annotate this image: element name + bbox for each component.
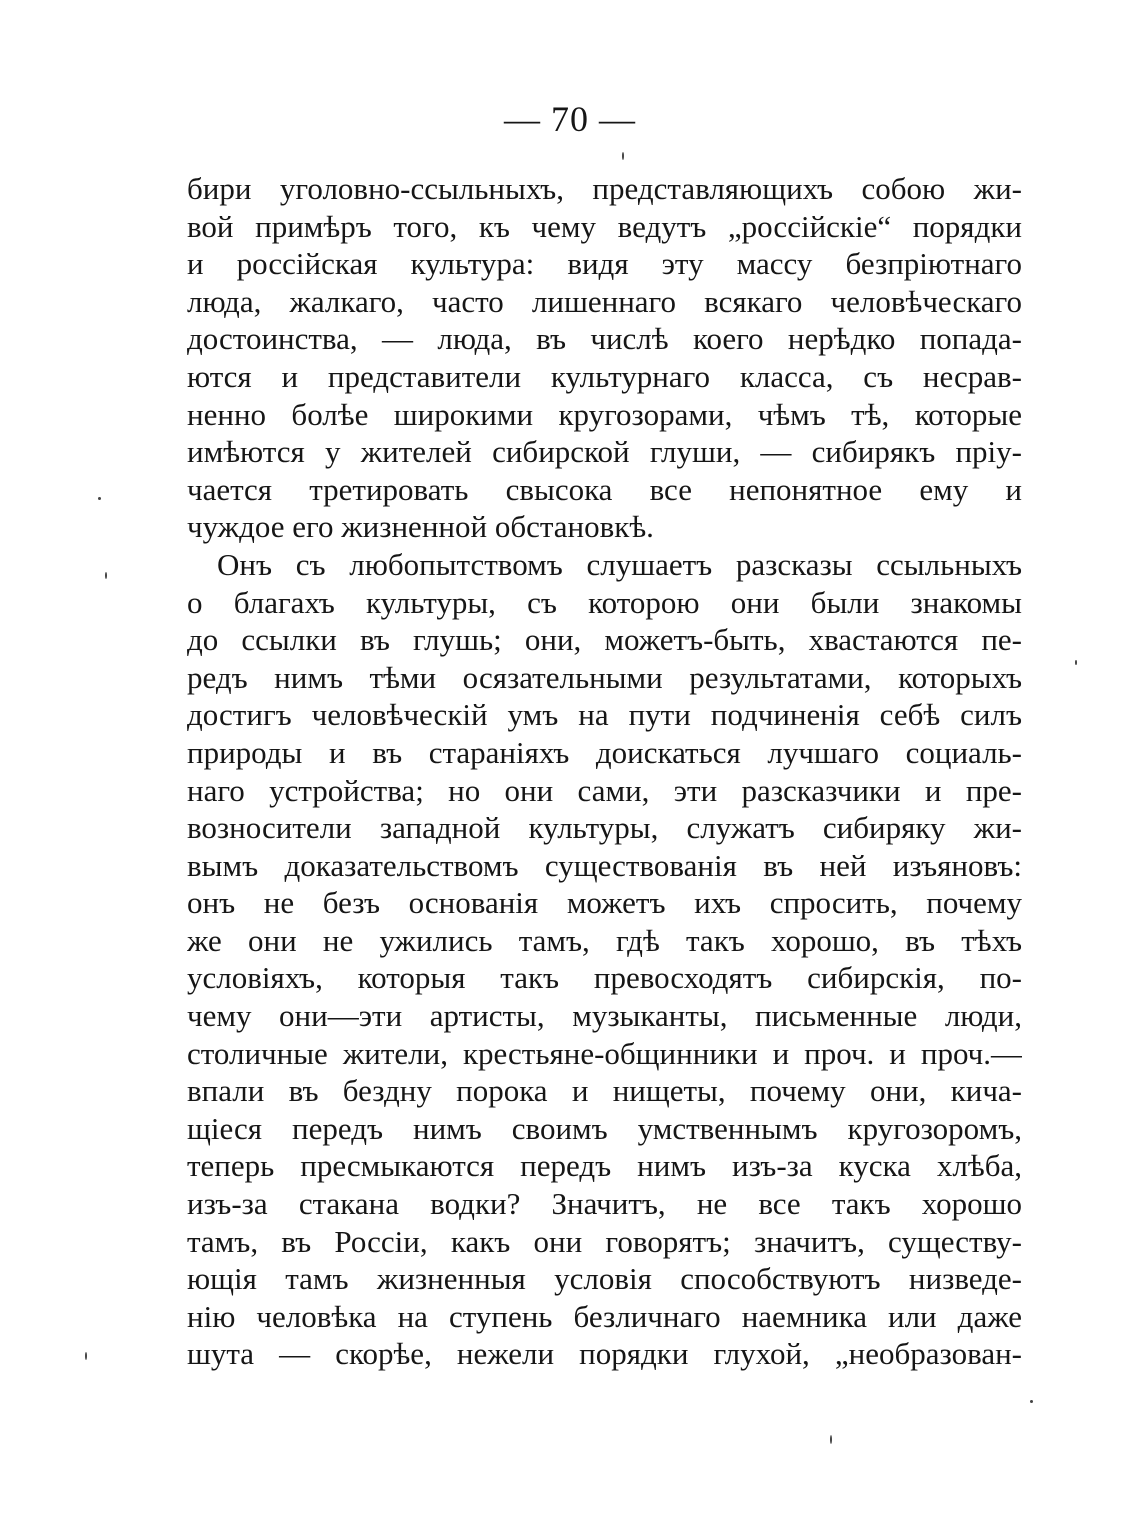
text-line: и россійская культура: видя эту массу безпріютнаго — [187, 246, 1022, 282]
scan-speck — [1030, 1400, 1033, 1403]
text-line: тамъ, въ Россіи, какъ они говорятъ; значитъ, существу- — [187, 1223, 1022, 1259]
text-line: вой примѣръ того, къ чему ведутъ „россійскіе“ порядки — [187, 208, 1022, 244]
text-line: Онъ съ любопытствомъ слушаетъ разсказы ссыльныхъ — [217, 546, 1022, 582]
scan-speck — [85, 1352, 87, 1360]
text-line: редъ нимъ тѣми осязательными результатами, которыхъ — [187, 659, 1022, 695]
scan-speck — [98, 497, 101, 500]
text-line: до ссылки въ глушь; они, можетъ-быть, хвастаются пе- — [187, 622, 1022, 658]
paragraph-1 — [187, 170, 1022, 546]
scan-speck — [105, 572, 107, 579]
text-line: вымъ доказательствомъ существованія въ ней изъяновъ: — [187, 847, 1022, 883]
text-line: ются и представители культурнаго класса, съ несрав- — [187, 358, 1022, 394]
body-text — [187, 170, 1022, 1373]
text-line: изъ-за стакана водки? Значитъ, не все такъ хорошо — [187, 1186, 1022, 1222]
text-line: о благахъ культуры, съ которою они были знакомы — [187, 584, 1022, 620]
text-line: имѣются у жителей сибирской глуши, — сибирякъ пріу- — [187, 434, 1022, 470]
page-number: — 70 — — [504, 99, 636, 139]
text-line: ненно болѣе широкими кругозорами, чѣмъ тѣ, которые — [187, 396, 1022, 432]
text-line: впали въ бездну порока и нищеты, почему они, кича- — [187, 1073, 1022, 1109]
scan-speck — [1075, 660, 1077, 665]
text-line: условіяхъ, которыя такъ превосходятъ сибирскія, по- — [187, 960, 1022, 996]
text-line: природы и въ стараніяхъ доискаться лучшаго социаль- — [187, 734, 1022, 770]
paragraph-2 — [187, 546, 1022, 1373]
text-line: шута — скорѣе, нежели порядки глухой, „необразован- — [187, 1336, 1022, 1372]
text-line: наго устройства; но они сами, эти разсказчики и пре- — [187, 772, 1022, 808]
text-line: теперь пресмыкаются передъ нимъ изъ-за куска хлѣба, — [187, 1148, 1022, 1184]
text-line: чается третировать свысока все непонятное ему и — [187, 471, 1022, 507]
text-line: чуждое его жизненной обстановкѣ. — [187, 509, 654, 545]
scan-speck — [622, 152, 624, 160]
text-line: щіеся передъ нимъ своимъ умственнымъ кругозоромъ, — [187, 1110, 1022, 1146]
text-line: возносители западной культуры, служатъ сибиряку жи- — [187, 810, 1022, 846]
text-line: онъ не безъ основанія можетъ ихъ спросить, почему — [187, 885, 1022, 921]
text-line: бири уголовно-ссыльныхъ, представляющихъ собою жи- — [187, 171, 1022, 206]
text-line: ющія тамъ жизненныя условія способствуютъ низведе- — [187, 1261, 1022, 1297]
text-line: чему они—эти артисты, музыканты, письменные люди, — [187, 998, 1022, 1034]
text-line: столичные жители, крестьяне-общинники и проч. и проч.— — [187, 1035, 1022, 1071]
scan-speck — [830, 1435, 832, 1444]
text-line: нію человѣка на ступень безличнаго наемника или даже — [187, 1298, 1022, 1334]
text-line: люда, жалкаго, часто лишеннаго всякаго человѣческаго — [187, 283, 1022, 319]
text-line: достоинства, — люда, въ числѣ коего нерѣдко попада- — [187, 321, 1022, 357]
text-line: достигъ человѣческій умъ на пути подчиненія себѣ силъ — [187, 697, 1022, 733]
text-line: же они не ужились тамъ, гдѣ такъ хорошо, въ тѣхъ — [187, 922, 1022, 958]
